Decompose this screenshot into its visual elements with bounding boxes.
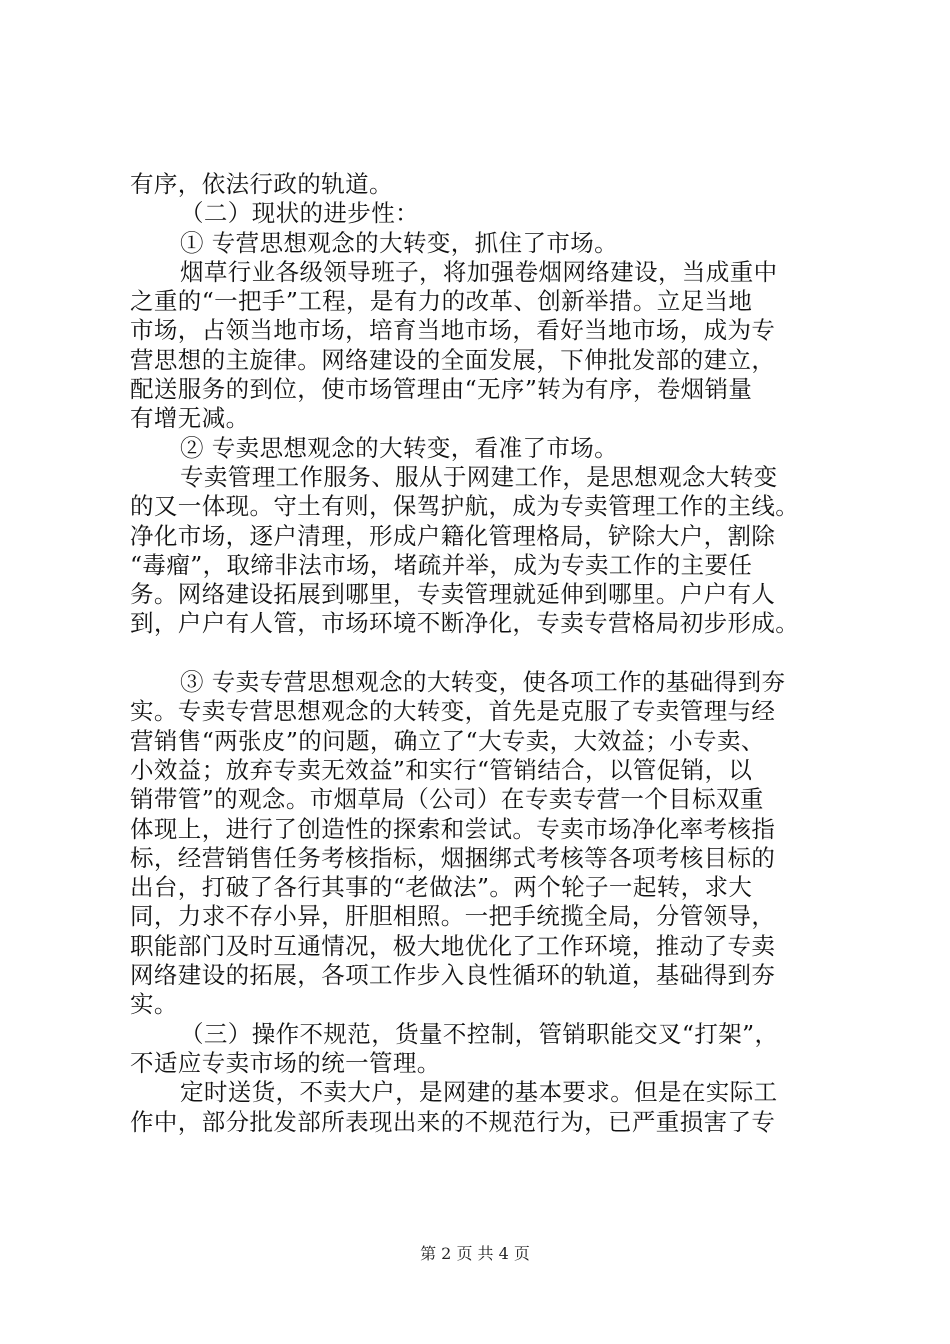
- text-line: 实。专卖专营思想观念的大转变，首先是克服了专卖管理与经: [130, 697, 776, 726]
- text-line: ③ 专卖专营思想观念的大转变，使各项工作的基础得到夯: [180, 668, 786, 697]
- text-line: 同，力求不存小异，肝胆相照。一把手统揽全局，分管领导，: [130, 902, 776, 931]
- text-line: 实。: [130, 990, 178, 1019]
- text-line: 标，经营销售任务考核指标，烟捆绑式考核等各项考核目标的: [130, 843, 776, 872]
- text-line: 不适应专卖市场的统一管理。: [130, 1048, 441, 1077]
- text-line: 有序，依法行政的轨道。: [130, 170, 393, 198]
- text-line: ② 专卖思想观念的大转变，看准了市场。: [180, 433, 619, 462]
- text-line: 职能部门及时互通情况，极大地优化了工作环境，推动了专卖: [130, 931, 776, 960]
- text-line: 网络建设的拓展，各项工作步入良性循环的轨道，基础得到夯: [130, 961, 776, 990]
- page-footer: 第 2 页 共 4 页: [420, 1244, 530, 1263]
- text-line: 体现上，进行了创造性的探索和尝试。专卖市场净化率考核指: [130, 814, 776, 843]
- blank-line: [130, 639, 830, 668]
- document-body: [130, 170, 830, 1137]
- text-line: （三）操作不规范，货量不控制，管销职能交叉“打架”，: [180, 1019, 779, 1048]
- text-line: 小效益；放弃专卖无效益”和实行“管销结合，以管促销，以: [130, 755, 753, 784]
- text-line: 销带管”的观念。市烟草局（公司）在专卖专营一个目标双重: [130, 785, 764, 814]
- text-line: 出台，打破了各行其事的“老做法”。两个轮子一起转，求大: [130, 873, 753, 902]
- text-line: 作中，部分批发部所表现出来的不规范行为，已严重损害了专: [130, 1107, 776, 1136]
- text-line: 的又一体现。守土有则，保驾护航，成为专卖管理工作的主线。: [130, 492, 800, 521]
- text-line: 净化市场，逐户清理，形成户籍化管理格局，铲除大户，割除: [130, 521, 776, 550]
- text-line: （二）现状的进步性：: [180, 199, 419, 228]
- text-line: 营思想的主旋律。网络建设的全面发展，下伸批发部的建立，: [130, 345, 776, 374]
- text-line: 烟草行业各级领导班子，将加强卷烟网络建设，当成重中: [180, 257, 778, 286]
- text-line: 定时送货，不卖大户，是网建的基本要求。但是在实际工: [180, 1078, 778, 1107]
- text-line: 之重的“一把手”工程，是有力的改革、创新举措。立足当地: [130, 287, 753, 316]
- text-line: 务。网络建设拓展到哪里，专卖管理就延伸到哪里。户户有人: [130, 580, 776, 609]
- text-line: ① 专营思想观念的大转变，抓住了市场。: [180, 228, 619, 257]
- text-line: 营销售“两张皮”的问题，确立了“大专卖，大效益；小专卖、: [130, 726, 765, 755]
- text-line: 市场，占领当地市场，培育当地市场，看好当地市场，成为专: [130, 316, 776, 345]
- text-line: “毒瘤”，取缔非法市场，堵疏并举，成为专卖工作的主要任: [130, 550, 753, 579]
- text-line: 有增无减。: [130, 404, 250, 433]
- text-line: 到，户户有人管，市场环境不断净化，专卖专营格局初步形成。: [130, 609, 800, 638]
- text-line: 专卖管理工作服务、服从于网建工作，是思想观念大转变: [180, 462, 778, 491]
- text-line: 配送服务的到位，使市场管理由“无序”转为有序，卷烟销量: [130, 375, 753, 404]
